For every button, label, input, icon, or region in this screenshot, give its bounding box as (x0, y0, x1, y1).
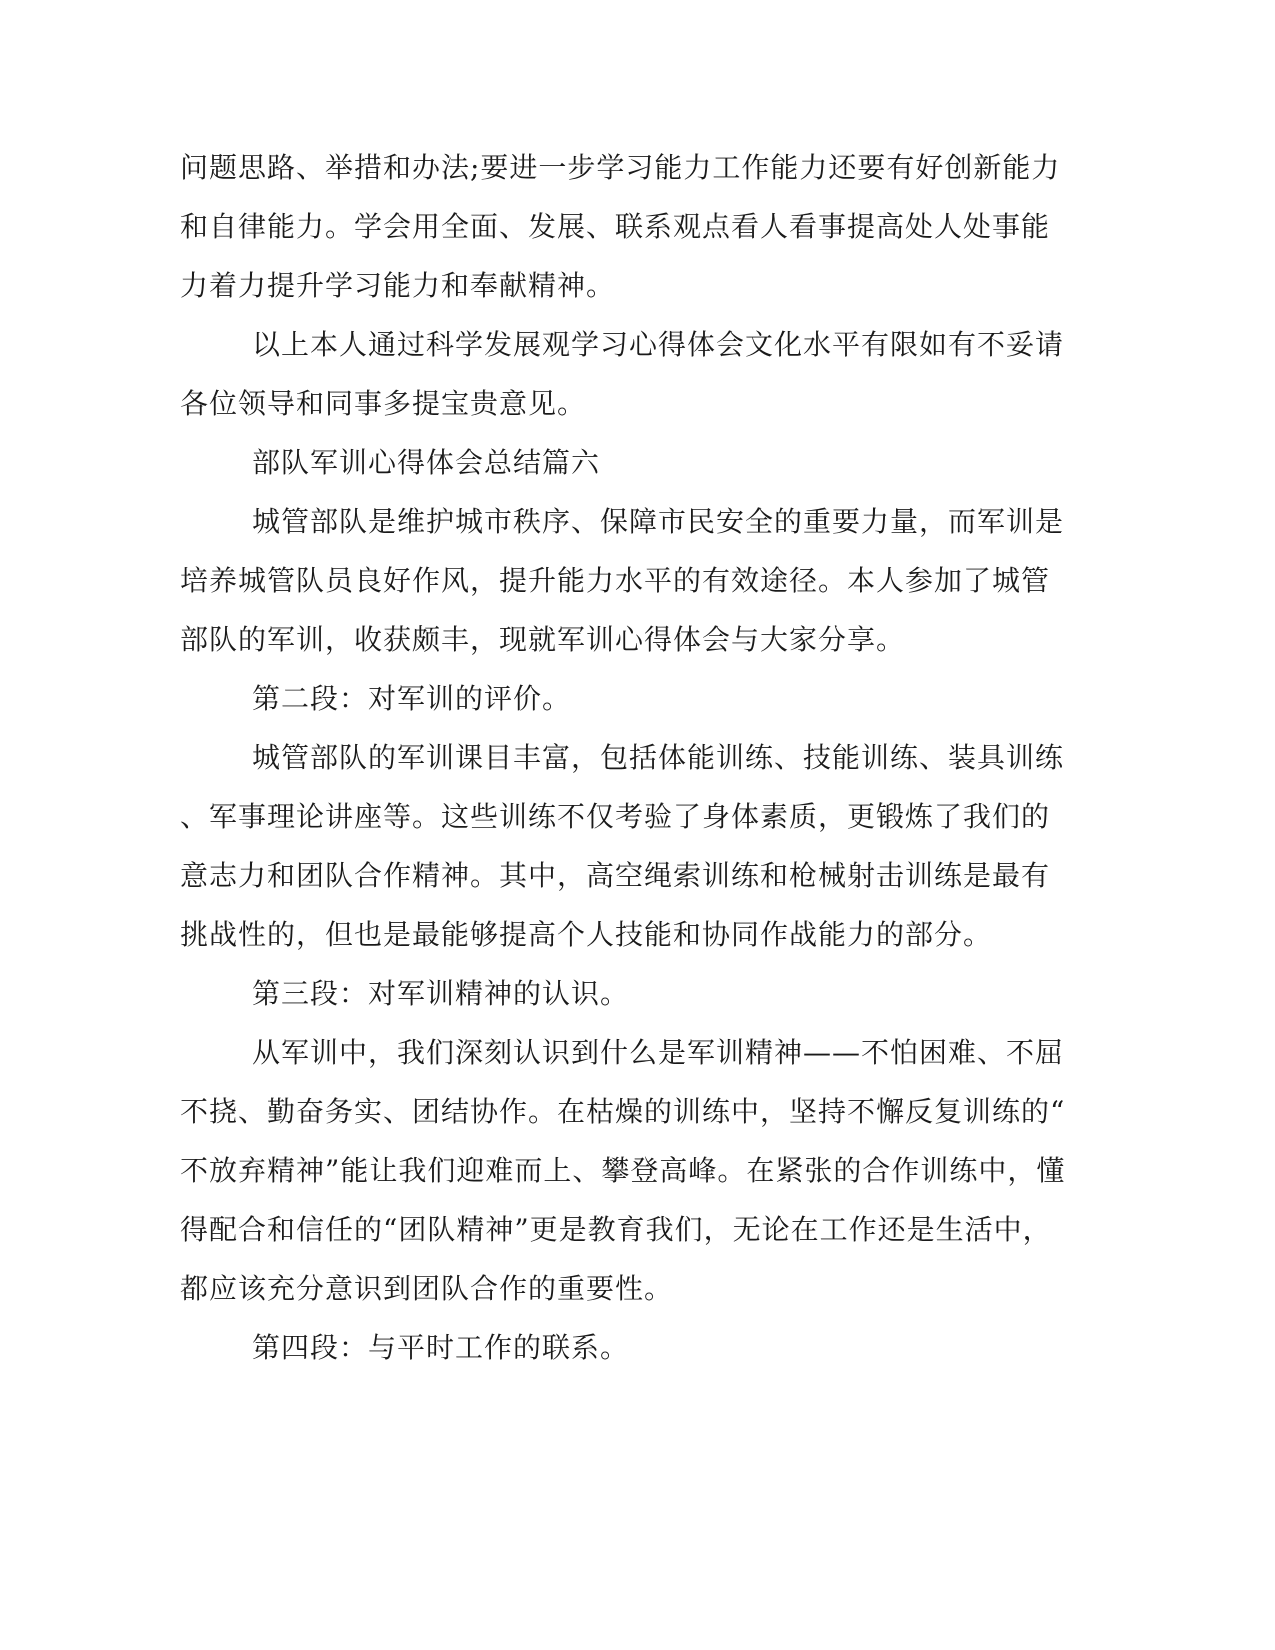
text-line: 意志力和团队合作精神。其中，高空绳索训练和枪械射击训练是最有 (180, 859, 1051, 892)
text-line: 力着力提升学习能力和奉献精神。 (180, 269, 616, 302)
section-heading: 第二段：对军训的评价。 (252, 682, 572, 715)
text-line: 不挠、勤奋务实、团结协作。在枯燥的训练中，坚持不懈反复训练的“ (180, 1095, 1066, 1128)
text-line: 问题思路、举措和办法;要进一步学习能力工作能力还要有好创新能力 (180, 151, 1061, 184)
paragraph-start-line: 城管部队的军训课目丰富，包括体能训练、技能训练、装具训练 (252, 741, 1065, 774)
text-line: 得配合和信任的“团队精神”更是教育我们，无论在工作还是生活中， (180, 1213, 1052, 1246)
text-line: 不放弃精神”能让我们迎难而上、攀登高峰。在紧张的合作训练中，懂 (180, 1154, 1066, 1187)
paragraph-start-line: 以上本人通过科学发展观学习心得体会文化水平有限如有不妥请 (252, 328, 1065, 361)
document-body (180, 138, 1066, 1377)
text-line: 、军事理论讲座等。这些训练不仅考验了身体素质，更锻炼了我们的 (180, 800, 1051, 833)
text-line: 各位领导和同事多提宝贵意见。 (180, 387, 587, 420)
text-line: 和自律能力。学会用全面、发展、联系观点看人看事提高处人处事能 (180, 210, 1051, 243)
section-heading: 部队军训心得体会总结篇六 (252, 446, 601, 479)
paragraph-start-line: 城管部队是维护城市秩序、保障市民安全的重要力量，而军训是 (252, 505, 1065, 538)
text-line: 部队的军训，收获颇丰，现就军训心得体会与大家分享。 (180, 623, 906, 656)
text-line: 都应该充分意识到团队合作的重要性。 (180, 1272, 674, 1305)
paragraph-start-line: 从军训中，我们深刻认识到什么是军训精神——不怕困难、不屈 (252, 1036, 1065, 1069)
text-line: 挑战性的，但也是最能够提高个人技能和协同作战能力的部分。 (180, 918, 993, 951)
section-heading: 第四段：与平时工作的联系。 (252, 1331, 630, 1364)
text-line: 培养城管队员良好作风，提升能力水平的有效途径。本人参加了城管 (180, 564, 1051, 597)
section-heading: 第三段：对军训精神的认识。 (252, 977, 630, 1010)
